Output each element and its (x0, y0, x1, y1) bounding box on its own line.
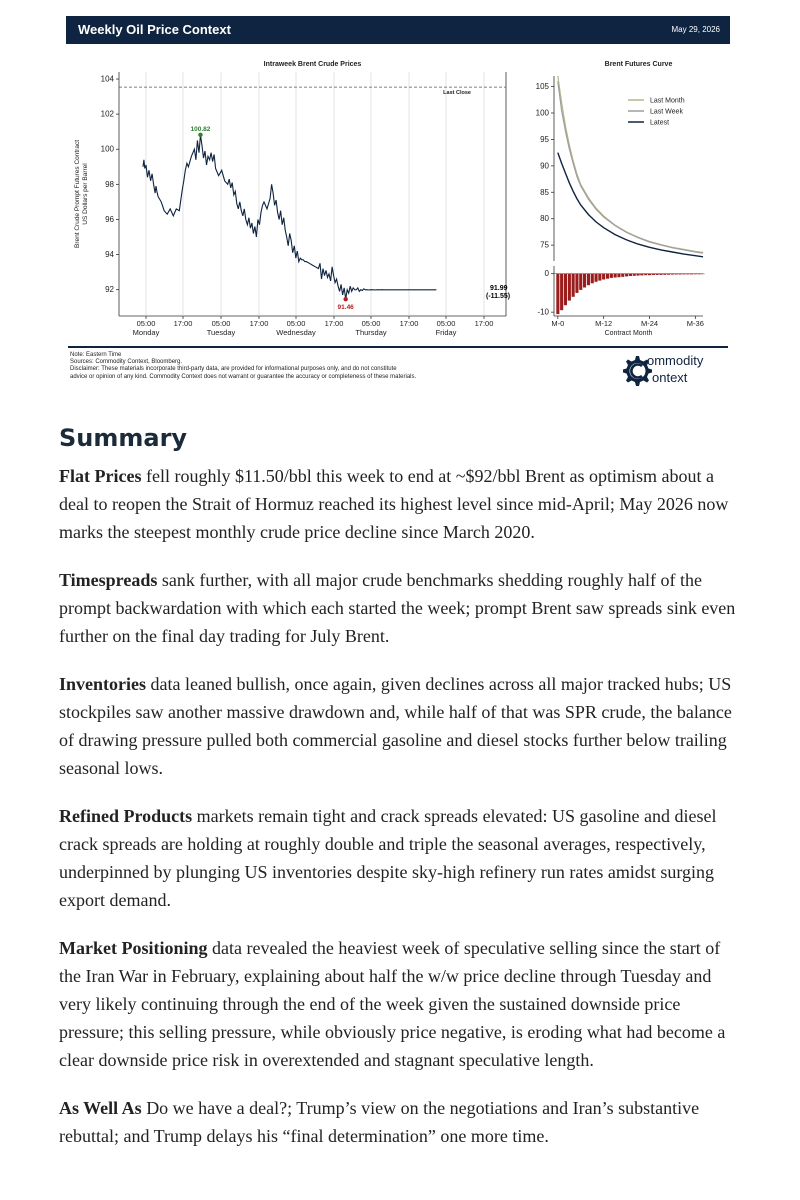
y-axis-label: Brent Crude Prompt Futures Contract (74, 139, 81, 249)
curve-x-tick-label: M-24 (640, 319, 659, 328)
spread-bar (583, 274, 586, 288)
legend-label: Latest (650, 119, 670, 127)
paragraph-text: data leaned bullish, once again, given declines across all major tracked hubs; US stockpiles saw another massive drawdown and, while half of that was SPR crude, the balance of drawing pressure pulled both commercial gasoline and diesel stocks further below trailing seasonal lows. (59, 674, 732, 778)
logo-word-commodity: ommodity (647, 353, 704, 368)
paragraph-lead: Market Positioning (59, 938, 208, 958)
last-close-label: Last Close (443, 90, 471, 97)
spread-bar (579, 274, 582, 290)
last-change-label: (-11.55) (486, 293, 511, 300)
summary-paragraph-refined-products (59, 802, 741, 914)
spread-bar (560, 274, 563, 311)
legend-label: Last Month (650, 97, 685, 105)
spread-bar (606, 274, 609, 279)
curve-title: Brent Futures Curve (604, 61, 673, 68)
x-tick-label: 17:00 (399, 319, 419, 328)
summary-heading: Summary (59, 424, 188, 452)
paragraph-lead: Refined Products (59, 806, 193, 826)
paragraph-lead: Inventories (59, 674, 146, 694)
x-tick-label: 17:00 (173, 319, 193, 328)
y-tick-label: 100 (100, 144, 114, 154)
paragraph-text: sank further, with all major crude benchmarks shedding roughly half of the prompt backwardation with which each started the week; prompt Brent saw spreads sink even further on the final day trading for July Brent. (59, 570, 736, 646)
spread-bar (614, 274, 617, 278)
spread-bar (572, 274, 575, 297)
curve-y-tick-label: 80 (540, 214, 549, 224)
curve-series-line (558, 153, 703, 257)
summary-paragraph-inventories (59, 670, 741, 782)
y-tick-label: 92 (105, 285, 114, 295)
x-tick-label: 17:00 (249, 319, 269, 328)
spread-bar (617, 274, 620, 278)
summary-paragraph-timespreads (59, 566, 741, 650)
y-tick-label: 94 (105, 250, 114, 260)
spread-bar (629, 274, 632, 276)
spread-bar (633, 274, 636, 276)
intraweek-chart (74, 61, 510, 337)
curve-y-tick-label: 85 (540, 187, 549, 197)
summary-paragraph-as-well-as (59, 1094, 741, 1150)
low-marker (343, 297, 347, 301)
note-line: Note: Eastern Time (70, 352, 122, 358)
intraweek-title: Intraweek Brent Crude Prices (263, 61, 362, 68)
spread-bar (568, 274, 571, 301)
curve-y-tick-label: 75 (540, 240, 549, 250)
spread-bar (587, 274, 590, 286)
curve-x-tick-label: M-36 (686, 319, 704, 328)
spread-bar (564, 274, 567, 306)
charts-area (66, 16, 730, 346)
paragraph-text: markets remain tight and crack spreads elevated: US gasoline and diesel crack spreads are holding at roughly double and triple the seasonal averages, respectively, underpinned by plunging US inventories despite sky-high refinery run rates amidst surging export demand. (59, 806, 717, 910)
x-tick-label: 05:00 (436, 319, 456, 328)
y-axis-label: US Dollars per Barrel (82, 163, 89, 225)
curve-y-tick-label: 105 (535, 82, 549, 92)
x-tick-label: 05:00 (286, 319, 306, 328)
spread-bar (602, 274, 605, 280)
price-series-line (143, 135, 436, 299)
x-day-label: Wednesday (276, 328, 316, 337)
note-line: Sources: Commodity Context, Bloomberg. (70, 359, 183, 366)
curve-y-tick-label: 100 (535, 108, 549, 118)
summary-paragraph-market-positioning (59, 934, 741, 1074)
figure-notes (70, 352, 550, 381)
note-line: advice or opinion of any kind. Commodity Context does not warrant or guarantee the accuracy or completeness of these materials. (70, 373, 417, 380)
y-tick-label: 104 (100, 74, 114, 84)
curve-x-tick-label: M-0 (551, 319, 565, 328)
y-tick-label: 98 (105, 179, 114, 189)
spread-bar (621, 274, 624, 277)
y-tick-label: 96 (105, 214, 114, 224)
high-label: 100.82 (190, 125, 211, 133)
x-day-label: Monday (132, 328, 160, 337)
summary-section (59, 424, 741, 1170)
x-tick-label: 17:00 (474, 319, 494, 328)
low-label: 91.46 (337, 304, 354, 312)
paragraph-text: fell roughly $11.50/bbl this week to end at ~$92/bbl Brent as optimism about a deal to reopen the Strait of Hormuz reached its highest level since mid-April; May 2026 now marks the steepest monthly crude price decline since March 2020. (59, 466, 729, 542)
curve-x-tick-label: M-12 (595, 319, 613, 328)
curve-y-tick-label: 90 (540, 161, 549, 171)
legend-label: Last Week (650, 108, 683, 116)
spread-y-tick-label: -10 (537, 307, 549, 317)
spread-bar (591, 274, 594, 284)
x-tick-label: 05:00 (211, 319, 231, 328)
curve-series-line (558, 81, 703, 253)
paragraph-text: data revealed the heaviest week of speculative selling since the start of the Iran War in February, explaining about half the w/w price decline through Tuesday and very likely continuing through the end of the week given the sustained downside price pressure; this selling pressure, while obviously price negative, is eroding what had become a clear downside price risk in overextended and stagnant speculative length. (59, 938, 726, 1070)
paragraph-text: Do we have a deal?; Trump’s view on the negotiations and Iran’s substantive rebuttal; and Trump delays his “final determination” one more time. (59, 1098, 700, 1146)
spread-bar (625, 274, 628, 277)
x-day-label: Thursday (355, 328, 387, 337)
last-price-label: 91.99 (490, 285, 508, 292)
curve-y-tick-label: 95 (540, 134, 549, 144)
summary-paragraph-flat-prices (59, 462, 741, 546)
x-tick-label: 05:00 (136, 319, 156, 328)
note-line: Disclaimer: These materials incorporate third-party data, are provided for informational purposes only, and do not constitute (70, 366, 397, 373)
figure-title: Weekly Oil Price Context (78, 22, 231, 37)
spread-bar (610, 274, 613, 278)
spread-bar (598, 274, 601, 281)
paragraph-lead: Timespreads (59, 570, 158, 590)
spread-bar (556, 274, 559, 314)
futures-curve-chart (536, 61, 705, 337)
x-day-label: Friday (435, 328, 457, 337)
x-day-label: Tuesday (206, 328, 236, 337)
figure-panel (66, 16, 730, 394)
logo-word-context: ontext (652, 370, 688, 385)
curve-x-axis-label: Contract Month (604, 330, 653, 337)
spread-bar (595, 274, 598, 282)
commodity-context-logo (619, 351, 729, 391)
x-tick-label: 17:00 (324, 319, 344, 328)
figure-date: May 29, 2026 (671, 25, 720, 34)
spread-y-tick-label: 0 (544, 269, 549, 279)
paragraph-lead: Flat Prices (59, 466, 142, 486)
high-marker (198, 133, 202, 137)
y-tick-label: 102 (100, 109, 114, 119)
figure-footer-rule (68, 346, 728, 348)
paragraph-lead: As Well As (59, 1098, 142, 1118)
x-tick-label: 05:00 (361, 319, 381, 328)
spread-bar (575, 274, 578, 293)
